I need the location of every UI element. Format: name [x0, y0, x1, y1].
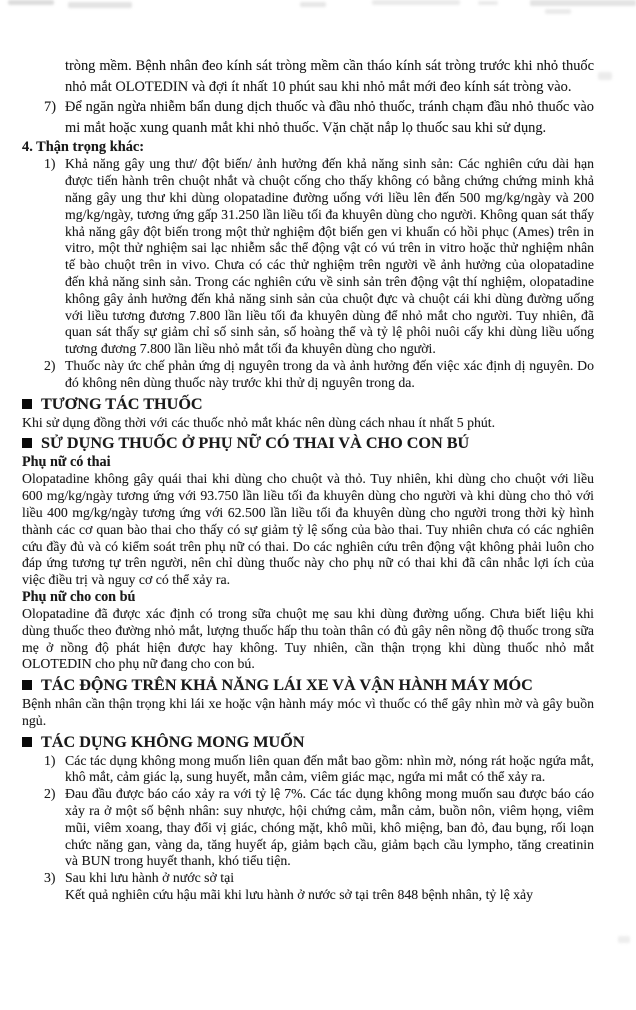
- list-item-text: Sau khi lưu hành ở nước sở tại: [65, 870, 235, 886]
- list-item-text: Các tác dụng không mong muốn liên quan đến mắt bao gồm: nhìn mờ, nóng rát hoặc ngứa mắt, khô mắt, cảm giác lạ, sung huyết, mẫn cảm, viêm giác mạc, ngứa mi mắt có thể xảy ra.: [65, 752, 594, 785]
- scan-artifact: [300, 2, 326, 7]
- subsection-heading: Phụ nữ có thai: [22, 454, 111, 471]
- list-item-number: 1): [44, 752, 56, 768]
- section-heading: [22, 675, 594, 695]
- list-item-number: 7): [44, 99, 56, 116]
- square-bullet-icon: [22, 680, 32, 690]
- section-heading: [22, 433, 594, 453]
- paragraph: Bệnh nhân cần thận trọng khi lái xe hoặc vận hành máy móc vì thuốc có thể gây nhìn mờ và gây buồn ngủ.: [22, 696, 594, 728]
- list-item: [44, 870, 594, 904]
- numbered-heading: 4. Thận trọng khác:: [22, 139, 145, 156]
- square-bullet-icon: [22, 737, 32, 747]
- list-item-number: 3): [44, 870, 56, 886]
- section-heading: [22, 394, 594, 414]
- list-item-text: tròng mềm. Bệnh nhân đeo kính sát tròng mềm cần tháo kính sát tròng trước khi nhỏ thuốc nhỏ mắt OLOTEDIN và đợi ít nhất 10 phút sau khi nhỏ mắt mới đeo kính sát tròng vào.: [65, 58, 594, 95]
- paragraph: Khi sử dụng đồng thời với các thuốc nhỏ mắt khác nên dùng cách nhau ít nhất 5 phút.: [22, 414, 496, 430]
- page-text-column: [22, 56, 594, 904]
- paragraph: Olopatadine không gây quái thai khi dùng cho chuột và thỏ. Tuy nhiên, khi dùng cho chuột với liều 600 mg/kg/ngày tương ứng với 93.750 lần liều tối đa khuyên dùng cho người và khi dùng cho thỏ với liều 400 mg/kg/ngày tương ứng với 62.500 lần liều tối đa khuyên dùng cho người trong thời kỳ hình thành các cơ quan bào thai cho thấy có sự giảm tỷ lệ sống của bào thai. Tuy nhiên chưa có các nghiên cứu đầy đủ và có kiểm soát trên phụ nữ có thai. Do các nghiên cứu trên động vật không phải luôn cho đáp ứng tương tự trên người, nên chỉ dùng thuốc này cho phụ nữ có thai khi đã cân nhắc lợi ích của việc điều trị và nguy cơ có thể xảy ra.: [22, 471, 594, 588]
- section-heading: [22, 732, 594, 752]
- scan-artifact: [478, 1, 498, 5]
- list-item: [44, 97, 594, 138]
- paragraph: Olopatadine đã được xác định có trong sữa chuột mẹ sau khi dùng đường uống. Chưa biết liệu khi dùng thuốc theo đường nhỏ mắt, lượng thuốc hấp thu toàn thân có đủ gây nên nồng độ thuốc trong sữa mẹ ở nồng độ phát hiện được hay không. Tuy nhiên, cần thận trọng khi dùng thuốc nhỏ mắt OLOTEDIN cho phụ nữ đang cho con bú.: [22, 605, 594, 672]
- list-item-continuation: [44, 56, 594, 97]
- subsection-heading: Phụ nữ cho con bú: [22, 588, 136, 605]
- scan-artifact: [598, 72, 612, 80]
- scan-artifact: [530, 0, 636, 6]
- list-item: [44, 753, 594, 787]
- list-item: [44, 156, 594, 358]
- scan-artifact: [618, 936, 630, 943]
- section-heading-text: TÁC ĐỘNG TRÊN KHẢ NĂNG LÁI XE VÀ VẬN HÀNH MÁY MÓC: [41, 676, 533, 695]
- list-item: [44, 786, 594, 870]
- section-heading-text: TƯƠNG TÁC THUỐC: [41, 394, 203, 413]
- square-bullet-icon: [22, 438, 32, 448]
- list-item-number: 1): [44, 156, 56, 172]
- scan-artifact: [68, 2, 132, 8]
- scan-artifact: [545, 9, 571, 14]
- scan-artifact: [8, 0, 54, 5]
- list-item-text: Khả năng gây ung thư/ đột biến/ ảnh hưởng đến khả năng sinh sản: Các nghiên cứu dài hạn được tiến hành trên chuột nhắt và chuột cống cho thấy không có bằng chứng chứng minh khả năng gây ung thư khi dùng olopatadine đường uống với liều lên đến 500 mg/kg/ngày và 200 mg/kg/ngày, tương ứng gấp 31.250 lần liều tối đa khuyên dùng cho người. Không quan sát thấy khả năng gây đột biến trong một thử nghiệm đột biến gen vi khuẩn có hồi phục (Ames) trên in vitro, một thử nghiệm sai lạc nhiễm sắc thể động vật có vú trên in vitro hoặc thử nghiệm nhân tế bào chuột trên in vivo. Chưa có các thử nghiệm trên người về ảnh hưởng của olopatadine đến khả năng sinh sản. Trong các nghiên cứu về sinh sản trên động vật thí nghiệm, olopatadine không gây ảnh hưởng đến khả năng sinh sản của chuột đực và chuột cái khi dùng đường uống với liều tương đương 7.800 lần liều tối đa khuyên dùng để nhỏ mắt cho người. Tuy nhiên, đã quan sát thấy sự giảm chỉ số sinh sản, số hoàng thể và tỷ lệ phôi nuôi cấy khi dùng liều uống tương đương 7.800 lần liều nhỏ mắt tối đa khuyên dùng cho người.: [65, 156, 594, 357]
- section-heading-text: SỬ DỤNG THUỐC Ở PHỤ NỮ CÓ THAI VÀ CHO CON BÚ: [41, 434, 470, 453]
- square-bullet-icon: [22, 399, 32, 409]
- list-item-number: 2): [44, 786, 56, 802]
- list-item-text: Thuốc này ức chế phản ứng dị nguyên trong da và ảnh hưởng đến việc xác định dị nguyên. Do đó không nên dùng thuốc này trước khi thử dị nguyên trong da.: [65, 357, 594, 390]
- list-item: [44, 358, 594, 392]
- list-item-number: 2): [44, 357, 56, 373]
- list-item-text: Đau đầu được báo cáo xảy ra với tỷ lệ 7%. Các tác dụng không mong muốn sau được báo cáo xảy ra ở một số bệnh nhân: suy nhược, hội chứng cảm, mẫn cảm, buồn nôn, viêm họng, viêm mũi, viêm xoang, thay đổi vị giác, chóng mặt, khô mũi, khô miệng, ban đỏ, đau bụng, rối loạn chức năng gan, vàng da, tăng huyết áp, giảm bạch cầu, giảm bạch cầu lympho, tăng creatinin và BUN trong huyết thanh, khó tiểu tiện.: [65, 786, 594, 869]
- list-item-text: Để ngăn ngừa nhiễm bẩn dung dịch thuốc và đầu nhỏ thuốc, tránh chạm đầu nhỏ thuốc vào mi mắt hoặc xung quanh mắt khi nhỏ thuốc. Vặn chặt nắp lọ thuốc sau khi sử dụng.: [65, 99, 594, 136]
- section-heading-text: TÁC DỤNG KHÔNG MONG MUỐN: [41, 732, 305, 751]
- scan-artifact: [372, 0, 460, 5]
- list-item-text-line2: Kết quả nghiên cứu hậu mãi khi lưu hành ở nước sở tại trên 848 bệnh nhân, tỷ lệ xảy: [65, 887, 534, 903]
